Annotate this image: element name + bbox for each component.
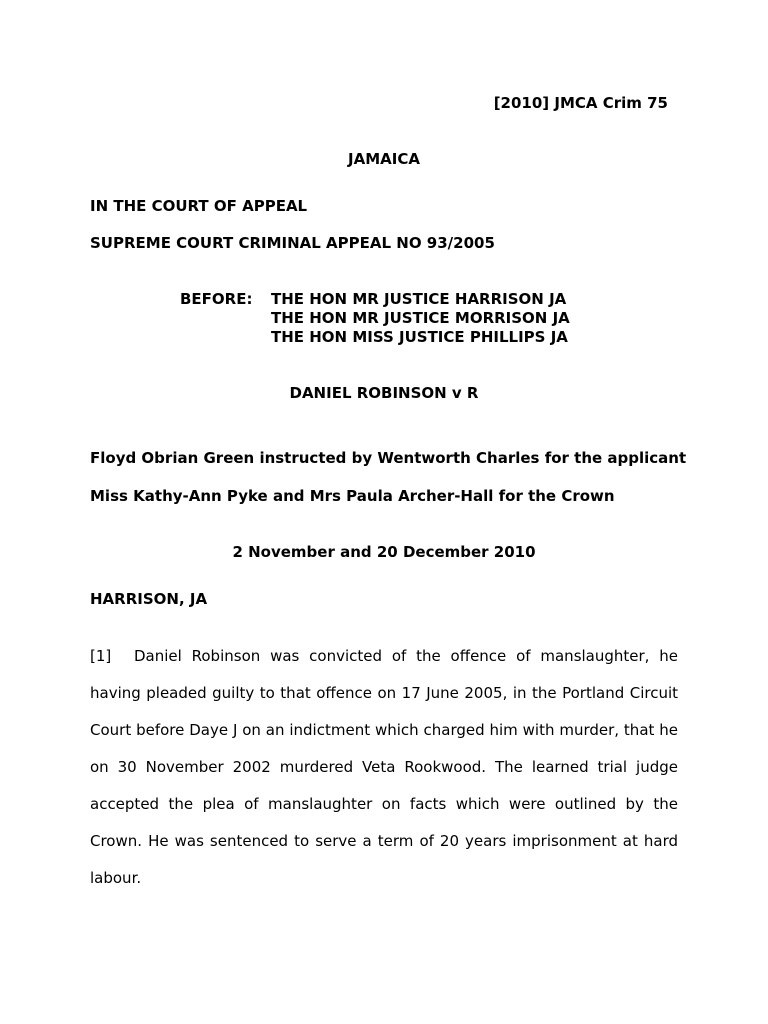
- case-title: DANIEL ROBINSON v R: [289, 384, 479, 402]
- appeal-number: SUPREME COURT CRIMINAL APPEAL NO 93/2005: [90, 234, 495, 252]
- bench-label: BEFORE:: [180, 290, 253, 308]
- country-heading: JAMAICA: [348, 150, 420, 168]
- counsel-crown: Miss Kathy-Ann Pyke and Mrs Paula Archer-Hall for the Crown: [90, 487, 615, 505]
- counsel-applicant: Floyd Obrian Green instructed by Wentworth Charles for the applicant: [90, 449, 687, 467]
- bench-judge: THE HON MR JUSTICE HARRISON JA: [271, 290, 567, 308]
- bench-judge: THE HON MISS JUSTICE PHILLIPS JA: [271, 328, 568, 346]
- hearing-dates: 2 November and 20 December 2010: [232, 543, 536, 561]
- bench-judge: THE HON MR JUSTICE MORRISON JA: [271, 309, 570, 327]
- paragraph-number: [1]: [90, 647, 112, 665]
- court-heading: IN THE COURT OF APPEAL: [90, 197, 308, 215]
- case-citation: [2010] JMCA Crim 75: [493, 94, 668, 112]
- judgment-author: HARRISON, JA: [90, 590, 208, 608]
- paragraph-text: Daniel Robinson was convicted of the offence of manslaughter, he having pleaded guilty to that offence on 17 June 2005, in the Portland Circuit Court before Daye J on an indictment which charged him with murder, that he on 30 November 2002 murdered Veta Rookwood. The learned trial judge accepted the plea of manslaughter on facts which were outlined by the Crown. He was sentenced to serve a term of 20 years imprisonment at hard labour.: [90, 647, 678, 887]
